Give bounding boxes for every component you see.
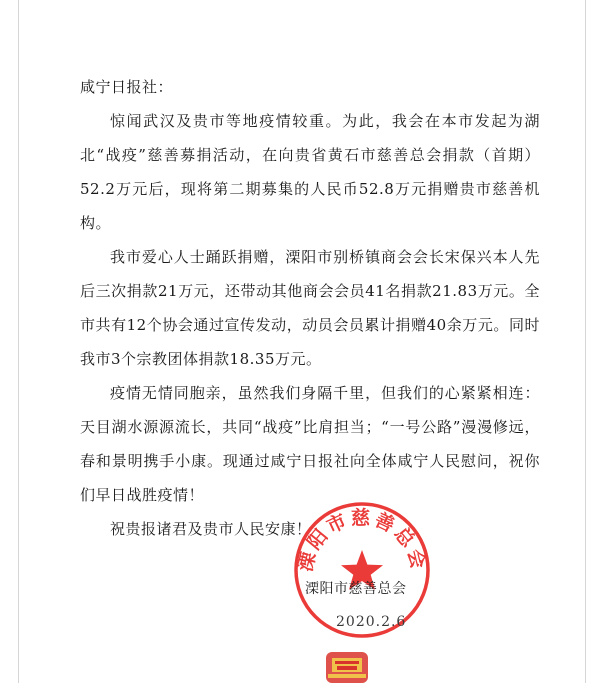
signature-organization: 溧阳市慈善总会 bbox=[305, 581, 407, 597]
emblem-icon bbox=[320, 648, 374, 683]
svg-text:溧阳市慈善总会: 溧阳市慈善总会 bbox=[294, 507, 430, 574]
paragraph-donation: 惊闻武汉及贵市等地疫情较重。为此，我会在本市发起为湖北“战疫”慈善募捐活动，在向贵省黄石市慈善总会捐款（首期）52.2万元后，现将第二期募集的人民币52.8万元捐赠贵市慈善机构。 bbox=[80, 112, 540, 232]
paragraph-local-donors: 我市爱心人士踊跃捐赠，溧阳市别桥镇商会会长宋保兴本人先后三次捐款21万元，还带动其他商会会员41名捐款21.83万元。全市共有12个协会通过宣传发动，动员会员累计捐赠40余万元。同时我市3个宗教团体捐款18.35万元。 bbox=[80, 248, 540, 368]
paragraph-solidarity: 疫情无情同胞亲，虽然我们身隔千里，但我们的心紧紧相连：天目湖水源源流长，共同“战疫”比肩担当；“一号公路”漫漫修远，春和景明携手小康。现通过咸宁日报社向全体咸宁人民慰问，祝你们早日战胜疫情！ bbox=[80, 384, 540, 504]
closing-wish: 祝贵报诸君及贵市人民安康！ bbox=[110, 520, 312, 538]
letter-body bbox=[80, 70, 540, 546]
salutation: 咸宁日报社： bbox=[80, 78, 174, 96]
signature-date: 2020.2.6 bbox=[336, 614, 407, 630]
